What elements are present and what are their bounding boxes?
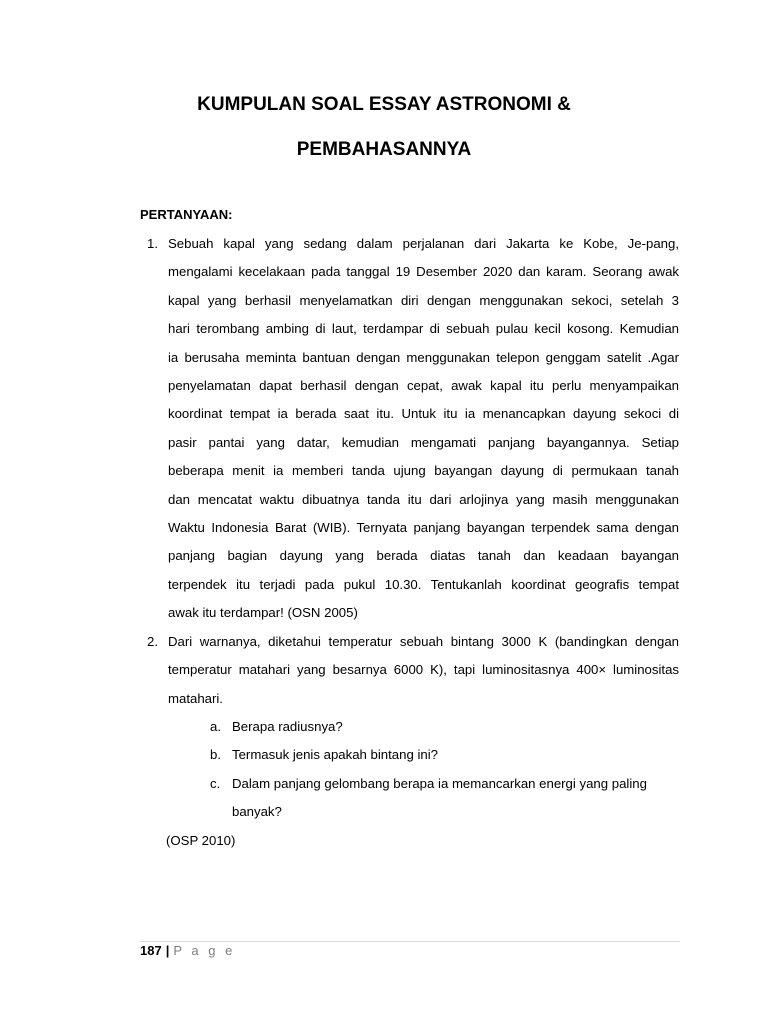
page-number: 187 [140,943,162,958]
sub-question-continuation: banyak? [232,804,282,819]
document-title-line-1: KUMPULAN SOAL ESSAY ASTRONOMI & [197,94,571,115]
section-heading: PERTANYAAN: [140,207,233,222]
question-text-line: matahari. [168,691,223,706]
question-text-line: dan mencatat waktu dibuatnya tanda itu dari arlojinya yang masih menggunakan [168,492,679,507]
question-text-line: terpendek itu terjadi pada pukul 10.30. Tentukanlah koordinat geografis tempat [168,577,679,592]
question-text-line: temperatur matahari yang besarnya 6000 K), tapi luminositasnya 400× luminositas [168,662,679,677]
sub-question-label: c. [210,776,221,791]
question-text-line: panjang bagian dayung yang berada diatas tanah dan keadaan bayangan [168,548,679,563]
sub-question-a [210,719,343,734]
question-text-line: koordinat tempat ia berada saat itu. Untuk itu ia menancapkan dayung sekoci di [168,406,679,421]
question-text-line: kapal yang berhasil menyelamatkan diri dengan menggunakan sekoci, setelah 3 [168,293,679,308]
question-text-line: Dari warnanya, diketahui temperatur sebuah bintang 3000 K (bandingkan dengan [168,634,679,649]
document-title-line-2: PEMBAHASANNYA [296,139,472,160]
question-text-line: pasir pantai yang datar, kemudian mengamati panjang bayangannya. Setiap [168,435,679,450]
sub-question-text: Termasuk jenis apakah bintang ini? [232,747,438,762]
footer-divider [140,941,680,942]
sub-question-text: Berapa radiusnya? [232,719,343,734]
question-text-line: ia berusaha meminta bantuan dengan menggunakan telepon genggam satelit .Agar [168,350,679,365]
sub-question-label: a. [210,719,221,734]
question-source: (OSP 2010) [166,833,236,848]
footer-separator: | [165,943,170,958]
sub-question-c [210,776,647,791]
question-number: 2. [147,634,158,649]
question-number: 1. [147,236,158,251]
question-text-line: awak itu terdampar! (OSN 2005) [168,605,358,620]
question-text-line: penyelamatan dapat berhasil dengan cepat, awak kapal itu perlu menyampaikan [168,378,679,393]
page-label: P a g e [173,943,236,958]
sub-question-label: b. [210,747,221,762]
question-text-line: Sebuah kapal yang sedang dalam perjalanan dari Jakarta ke Kobe, Je-pang, [168,236,679,251]
question-text-line: Waktu Indonesia Barat (WIB). Ternyata panjang bayangan terpendek sama dengan [168,520,679,535]
question-text-line: mengalami kecelakaan pada tanggal 19 Desember 2020 dan karam. Seorang awak [168,264,679,279]
question-text-line: beberapa menit ia memberi tanda ujung bayangan dayung di permukaan tanah [168,463,679,478]
page-footer [140,943,235,958]
question-text-line: hari terombang ambing di laut, terdampar di sebuah pulau kecil kosong. Kemudian [168,321,679,336]
sub-question-b [210,747,438,762]
sub-question-text: Dalam panjang gelombang berapa ia memancarkan energi yang paling [232,776,647,791]
